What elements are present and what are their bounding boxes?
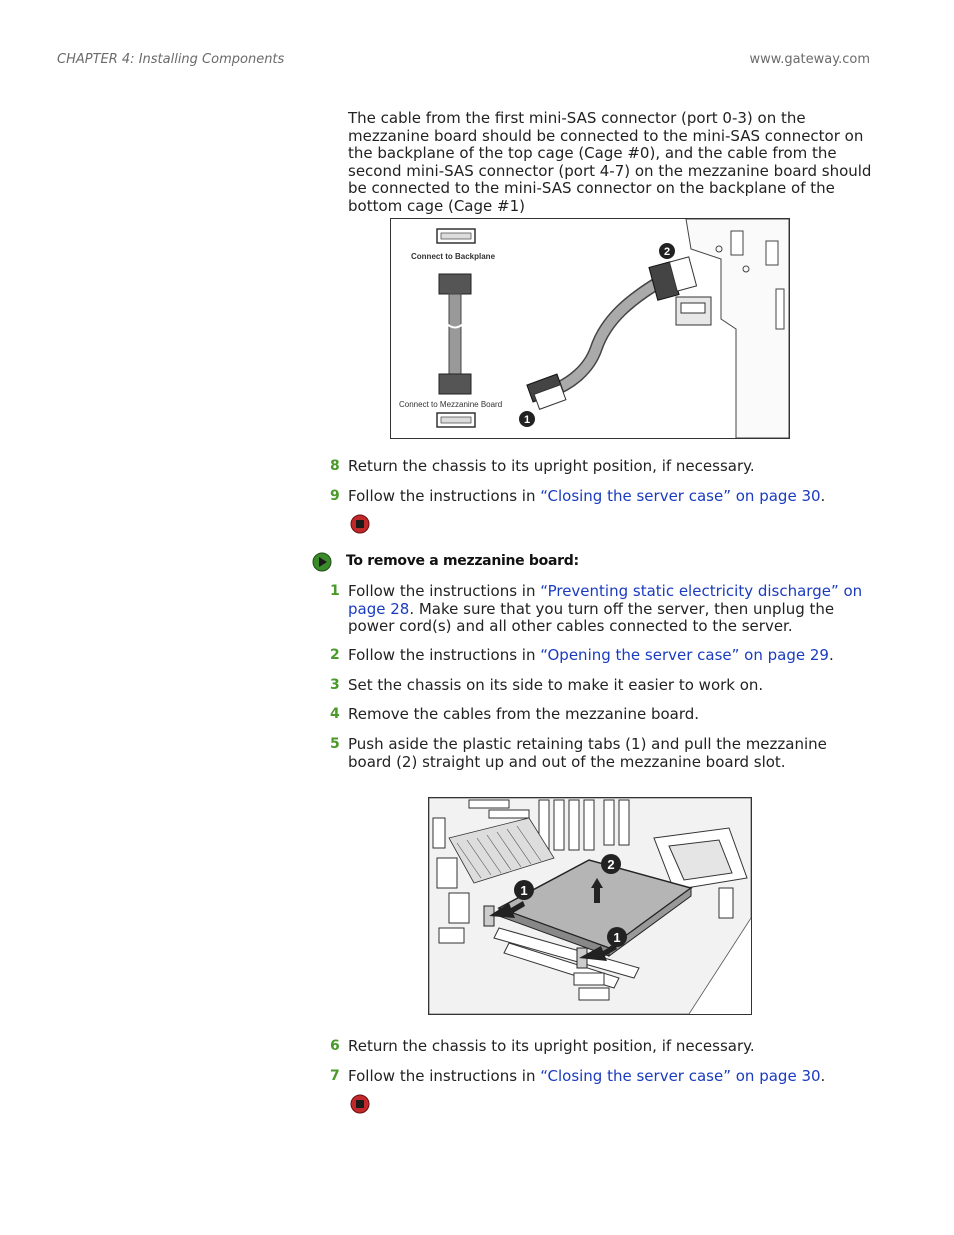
step-1: 1 Follow the instructions in “Preventing static electricity discharge” on page 28. Make sure that you turn off the server, then unplug the power cord(s) and all other cables connected to the server. [330, 582, 863, 635]
link-closing-server-case[interactable]: “Closing the server case” on page 30 [540, 1067, 821, 1085]
svg-text:1: 1 [520, 883, 528, 898]
link-preventing-static[interactable]: “Preventing static electricity discharge” on [540, 582, 863, 600]
cable-diagram-illustration [391, 219, 789, 438]
step-5: 5 Push aside the plastic retaining tabs (1) and pull the mezzanine board (2) straight up and out of the mezzanine board slot. [330, 735, 827, 771]
svg-text:1: 1 [613, 930, 621, 945]
link-opening-server-case[interactable]: “Opening the server case” on page 29 [540, 646, 829, 664]
svg-text:1: 1 [523, 414, 531, 426]
running-header-site: www.gateway.com [749, 52, 870, 67]
stop-icon [350, 514, 370, 534]
link-closing-server-case[interactable]: “Closing the server case” on page 30 [540, 487, 821, 505]
intro-paragraph: The cable from the first mini-SAS connector (port 0-3) on the mezzanine board should be connected to the mini-SAS connector on the backplane of the top cage (Cage #0), and the cable from the second mini-SAS connector (port 4-7) on the mezzanine board should be connected to the mini-SAS connector on the backplane of the bottom cage (Cage #1) [348, 109, 872, 215]
link-page-28[interactable]: page 28 [348, 599, 410, 618]
procedure-title: To remove a mezzanine board: [346, 553, 579, 569]
stop-icon [350, 1094, 370, 1114]
mezzanine-board-illustration [429, 798, 751, 1014]
label-connect-mezzanine: Connect to Mezzanine Board [399, 400, 503, 409]
step-4: 4 Remove the cables from the mezzanine board. [330, 705, 700, 723]
step-3: 3 Set the chassis on its side to make it easier to work on. [330, 676, 764, 694]
step-7: 7 Follow the instructions in “Closing the server case” on page 30. [330, 1067, 826, 1085]
label-connect-backplane: Connect to Backplane [411, 252, 496, 261]
step-9: 9 Follow the instructions in “Closing the server case” on page 30. [330, 487, 826, 505]
mezzanine-removal-figure [428, 797, 752, 1015]
svg-text:2: 2 [663, 246, 671, 258]
svg-text:2: 2 [607, 857, 615, 872]
step-6: 6 Return the chassis to its upright position, if necessary. [330, 1037, 755, 1055]
step-2: 2 Follow the instructions in “Opening the server case” on page 29. [330, 646, 834, 664]
cable-connection-figure [390, 218, 790, 439]
running-header-chapter: CHAPTER 4: Installing Components [57, 52, 285, 67]
step-8: 8 Return the chassis to its upright position, if necessary. [330, 457, 755, 475]
go-arrow-icon [312, 552, 332, 572]
